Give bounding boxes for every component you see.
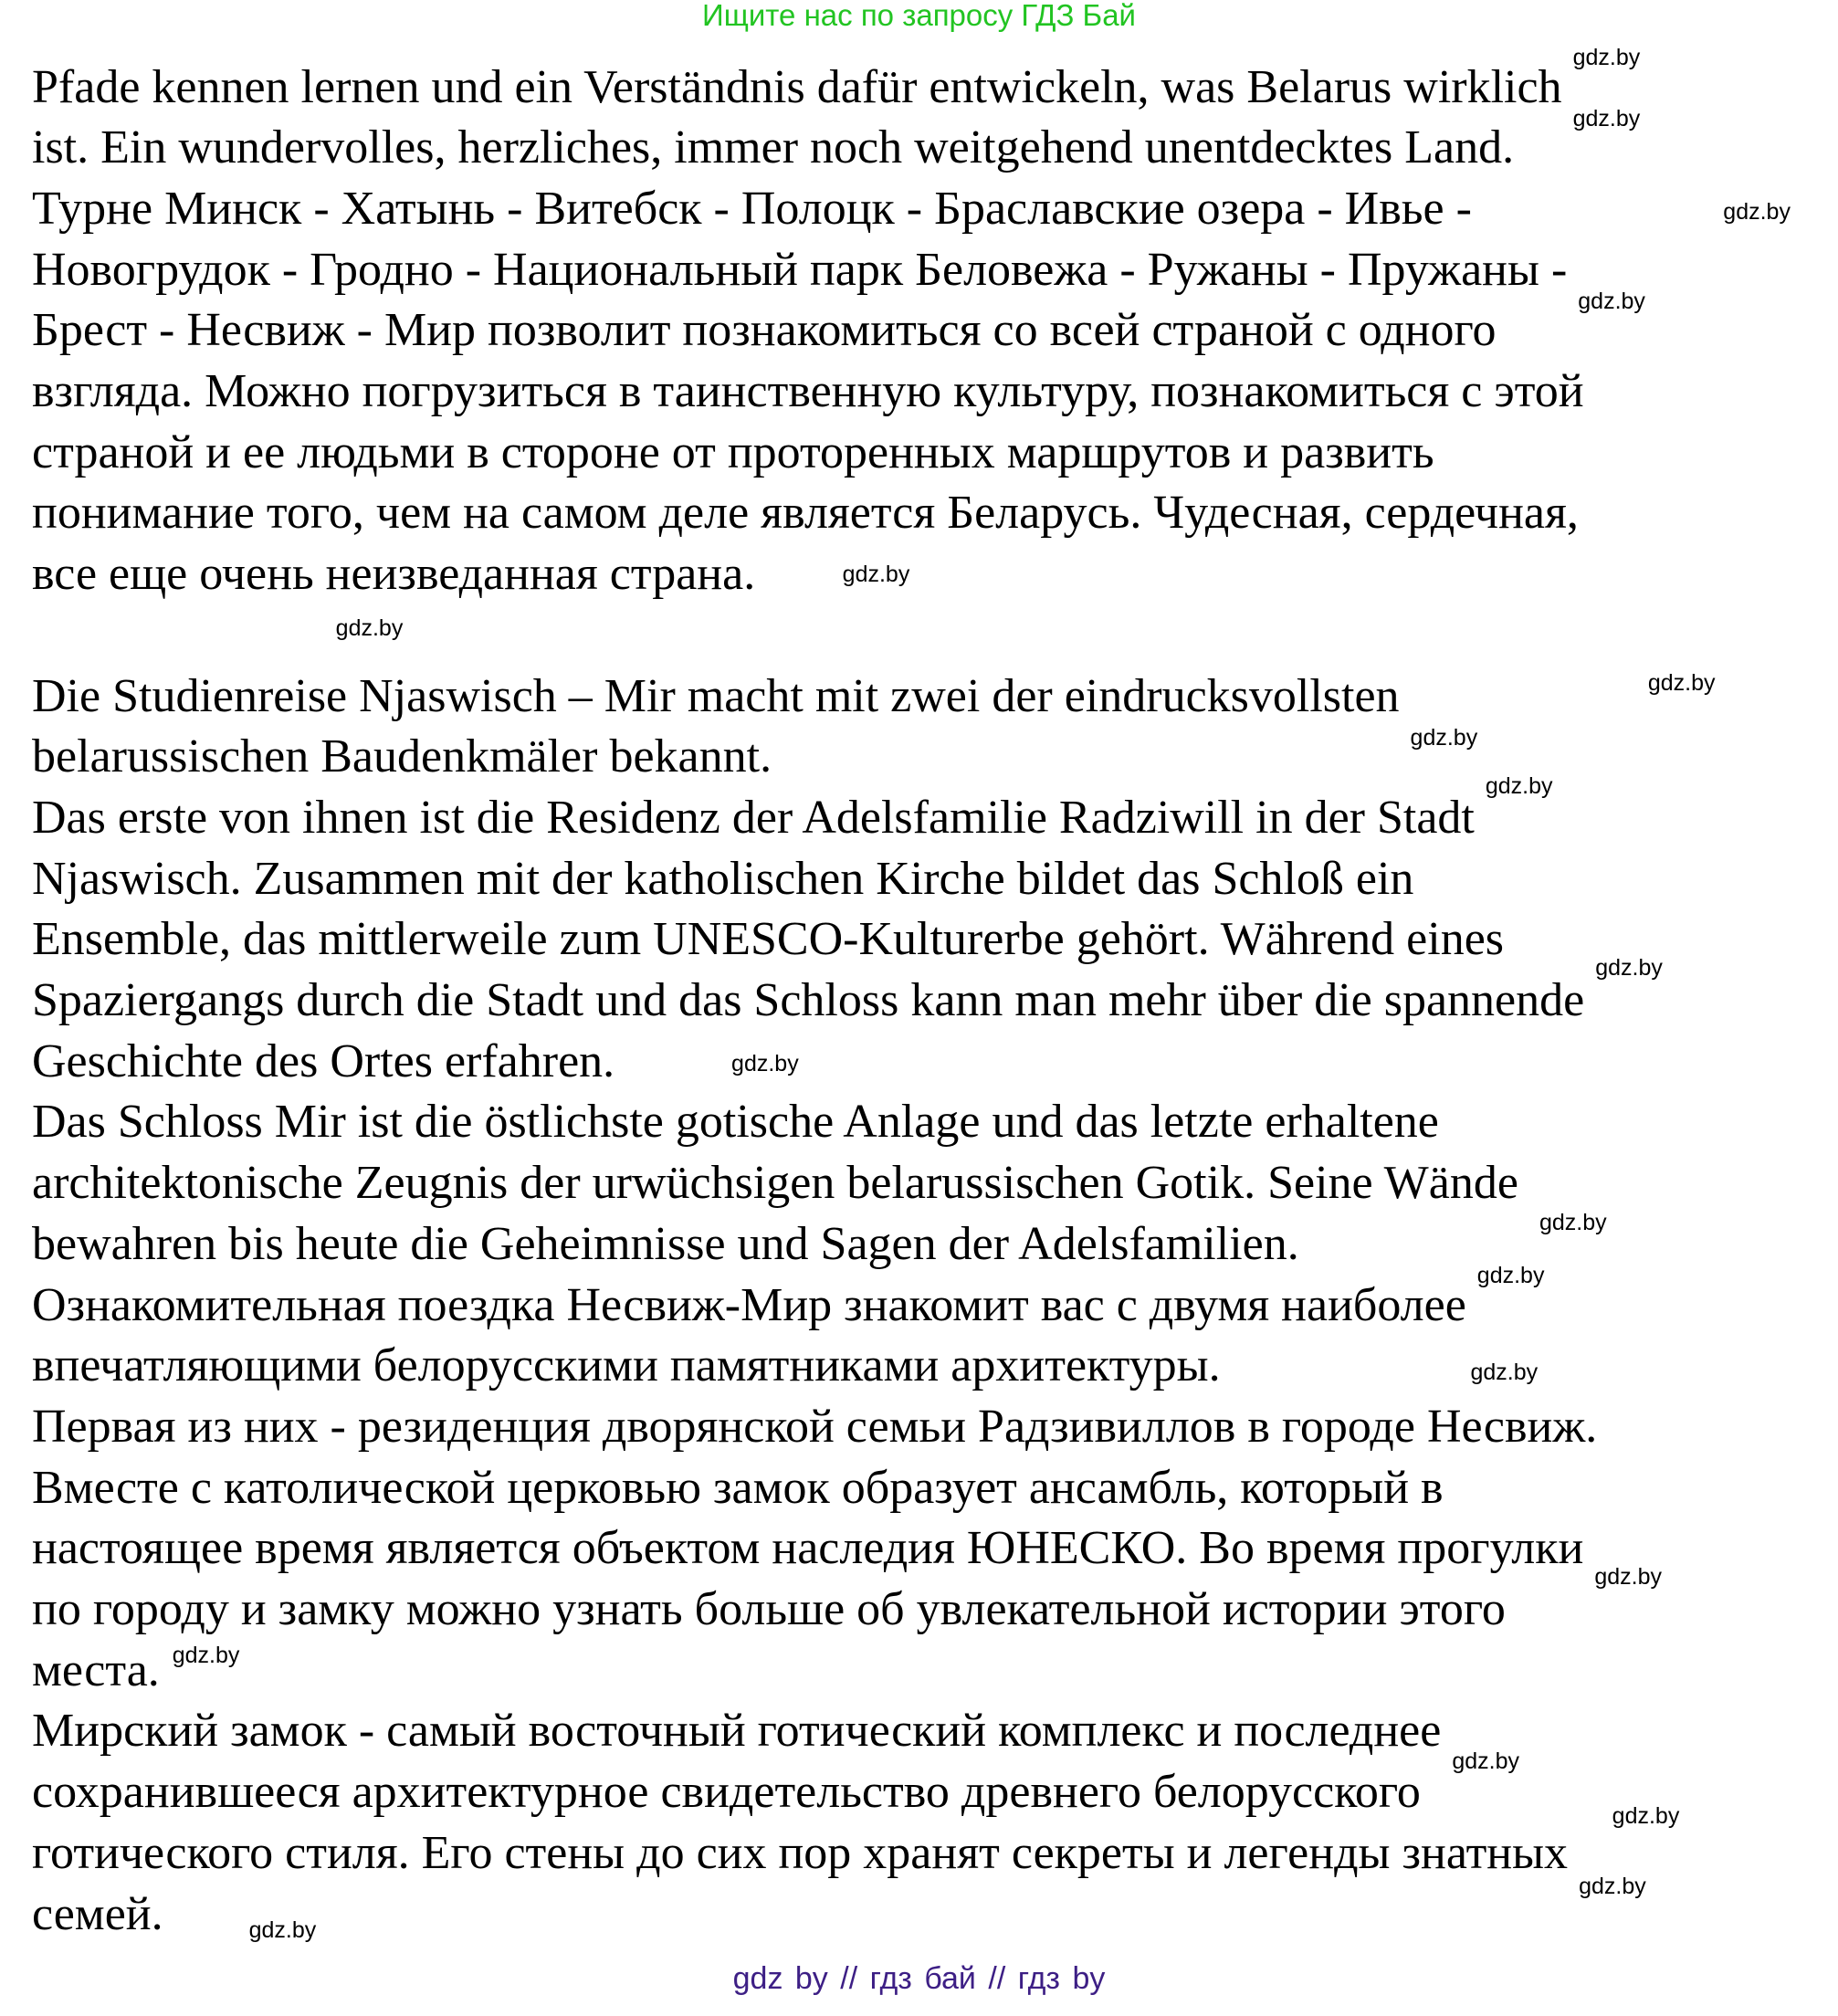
text-line: Spaziergangs durch die Stadt und das Schloss kann man mehr über die spannende xyxy=(32,974,1585,1026)
text-line: Новогрудок - Гродно - Национальный парк Беловежа - Ружаны - Пружаны - xyxy=(32,243,1568,296)
text-line: Das erste von ihnen ist die Residenz der Adelsfamilie Radziwill in der Stadt xyxy=(32,791,1475,844)
text-line: bewahren bis heute die Geheimnisse und Sagen der Adelsfamilien. xyxy=(32,1217,1299,1270)
watermark: gdz.by xyxy=(1572,106,1641,132)
watermark: gdz.by xyxy=(1572,44,1641,70)
text-line: понимание того, чем на самом деле является Беларусь. Чудесная, сердечная, xyxy=(32,487,1579,540)
watermark: gdz.by xyxy=(1578,288,1645,314)
text-line: ist. Ein wundervolles, herzliches, immer noch weitgehend unentdecktes Land. xyxy=(32,121,1515,174)
watermark: gdz.by xyxy=(1485,773,1553,800)
watermark: gdz.by xyxy=(1647,669,1716,696)
watermark: gdz.by xyxy=(842,562,910,588)
text-line: места. xyxy=(32,1643,160,1696)
text-line: Njaswisch. Zusammen mit der katholischen Kirche bildet das Schloß ein xyxy=(32,852,1414,905)
search-hint-banner: Ищите нас по запросу ГДЗ Бай xyxy=(702,0,1136,32)
watermark: gdz.by xyxy=(1470,1359,1539,1385)
watermark: gdz.by xyxy=(1476,1262,1545,1288)
text-line: Первая из них - резиденция дворянской семьи Радзивиллов в городе Несвиж. xyxy=(32,1400,1598,1453)
watermark: gdz.by xyxy=(335,614,404,641)
watermark: gdz.by xyxy=(1539,1210,1607,1236)
text-line: Die Studienreise Njaswisch – Mir macht mit zwei der eindrucksvollsten xyxy=(32,669,1400,722)
text-line: Вместе с католической церковью замок образует ансамбль, который в xyxy=(32,1461,1444,1514)
watermark: gdz.by xyxy=(1594,1563,1663,1590)
text-line: Брест - Несвиж - Мир позволит познакомиться со всей страной с одного xyxy=(32,304,1497,357)
text-line: готического стиля. Его стены до сих пор хранят секреты и легенды знатных xyxy=(32,1826,1569,1879)
text-line: сохранившееся архитектурное свидетельство древнего белорусского xyxy=(32,1766,1421,1819)
text-line: Ознакомительная поездка Несвиж-Мир знакомит вас с двумя наиболее xyxy=(32,1278,1466,1331)
watermark: gdz.by xyxy=(172,1643,240,1669)
text-line: семей. xyxy=(32,1887,163,1940)
watermark: gdz.by xyxy=(1410,725,1478,751)
text-line: впечатляющими белорусскими памятниками архитектуры. xyxy=(32,1339,1221,1392)
text-line: Турне Минск - Хатынь - Витебск - Полоцк - Браславские озера - Ивье - xyxy=(32,182,1472,235)
text-line: architektonische Zeugnis der urwüchsigen belarussischen Gotik. Seine Wände xyxy=(32,1157,1518,1210)
text-line: Ensemble, das mittlerweile zum UNESCO-Kulturerbe gehört. Während eines xyxy=(32,913,1505,966)
text-line: страной и ее людьми в стороне от проторенных маршрутов и развить xyxy=(32,425,1434,478)
watermark: gdz.by xyxy=(1612,1803,1680,1830)
text-line: belarussischen Baudenkmäler bekannt. xyxy=(32,730,772,783)
text-line: все еще очень неизведанная страна. xyxy=(32,548,756,601)
watermark: gdz.by xyxy=(248,1916,317,1943)
watermark: gdz.by xyxy=(1723,199,1791,226)
watermark: gdz.by xyxy=(731,1050,799,1076)
text-line: Das Schloss Mir ist die östlichste gotische Anlage und das letzte erhaltene xyxy=(32,1096,1439,1149)
watermark: gdz.by xyxy=(1595,954,1663,981)
text-line: по городу и замку можно узнать больше об увлекательной истории этого xyxy=(32,1583,1506,1635)
text-line: настоящее время является объектом наследия ЮНЕСКО. Во время прогулки xyxy=(32,1522,1584,1575)
text-line: Мирский замок - самый восточный готический комплекс и последнее xyxy=(32,1705,1442,1758)
text-line: взгляда. Можно погрузиться в таинственную культуру, познакомиться с этой xyxy=(32,365,1584,417)
text-line: Geschichte des Ortes erfahren. xyxy=(32,1034,615,1087)
text-line: Pfade kennen lernen und ein Verständnis dafür entwickeln, was Belarus wirklich xyxy=(32,60,1562,113)
footer-links[interactable]: gdz by // гдз бай // гдз by xyxy=(732,1961,1106,1996)
watermark: gdz.by xyxy=(1579,1874,1646,1900)
watermark: gdz.by xyxy=(1452,1748,1520,1775)
